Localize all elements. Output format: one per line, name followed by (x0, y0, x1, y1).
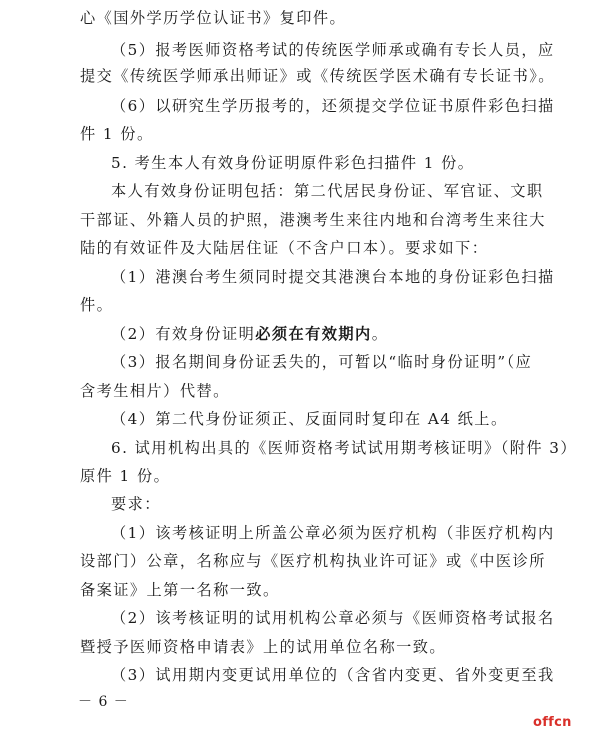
page-number: － 6 － (78, 694, 129, 710)
text-segment: 。 (371, 325, 389, 343)
text-line: （3）试用期内变更试用单位的（含省内变更、省外变更至我 (111, 666, 555, 684)
text-line: 件。 (80, 296, 114, 314)
text-line (0, 324, 591, 344)
text-line: 干部证、外籍人员的护照，港澳考生来往内地和台湾考生来往大 (80, 211, 546, 229)
text-line: 原件 1 份。 (80, 467, 171, 485)
text-line: 心《国外学历学位认证书》复印件。 (80, 9, 347, 27)
text-line: （2）该考核证明的试用机构公章必须与《医师资格考试报名 (111, 609, 555, 627)
text-line: （4）第二代身份证须正、反面同时复印在 A4 纸上。 (111, 410, 508, 428)
text-line: （6）以研究生学历报考的，还须提交学位证书原件彩色扫描 (111, 97, 555, 115)
text-segment: （2）有效身份证明 (111, 325, 256, 343)
emphasis-text: 必须在有效期内 (255, 325, 372, 343)
text-line: 件 1 份。 (80, 125, 154, 143)
text-line: 5. 考生本人有效身份证明原件彩色扫描件 1 份。 (111, 154, 475, 172)
text-line: 暨授予医师资格申请表》上的试用单位名称一致。 (80, 638, 447, 656)
offcn-watermark: offcn (533, 715, 572, 730)
text-line: 要求： (111, 495, 161, 513)
text-line: 提交《传统医学师承出师证》或《传统医学医术确有专长证书》。 (80, 67, 555, 85)
text-line: 备案证》上第一名称一致。 (80, 581, 280, 599)
text-line: 含考生相片）代替。 (80, 382, 230, 400)
text-line: （1）港澳台考生须同时提交其港澳台本地的身份证彩色扫描 (111, 268, 555, 286)
text-line: 6. 试用机构出具的《医师资格考试试用期考核证明》（附件 3） (111, 439, 578, 457)
text-line: （5）报考医师资格考试的传统医学师承或确有专长人员，应 (111, 41, 555, 59)
text-line: （3）报名期间身份证丢失的，可暂以“临时身份证明”（应 (111, 353, 533, 371)
text-line: 设部门）公章，名称应与《医疗机构执业许可证》或《中医诊所 (80, 552, 546, 570)
text-line: 陆的有效证件及大陆居住证（不含户口本）。要求如下： (80, 239, 489, 257)
text-line: 本人有效身份证明包括：第二代居民身份证、军官证、文职 (111, 182, 544, 200)
text-line: （1）该考核证明上所盖公章必须为医疗机构（非医疗机构内 (111, 524, 555, 542)
